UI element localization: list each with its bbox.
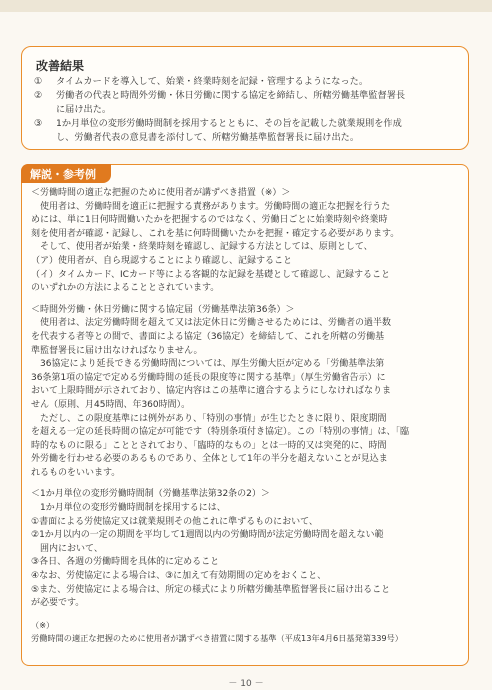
result-item-number: ② xyxy=(34,90,43,101)
section-line: 使用者は、労働時間を適正に把握する責務があります。労働時間の適正な把握を行うた xyxy=(31,201,391,212)
section-line: （イ）タイムカード、ICカード等による客観的な記録を基礎として確認し、記録すること xyxy=(31,269,390,280)
explanation-tab-label: 解説・参考例 xyxy=(30,168,96,181)
section-line: ④なお、労使協定による場合は、③に加えて有効期間の定めをおくこと、 xyxy=(31,571,327,582)
section-line: 使用者は、法定労働時間を超えて又は法定休日に労働させるためには、労働者の過半数 xyxy=(31,318,392,329)
explanation-body xyxy=(31,187,461,645)
section-gap xyxy=(31,296,461,304)
explanation-section xyxy=(31,488,461,610)
section-line: を代表する者等との間で、書面による協定（36協定）を締結して、これを所轄の労働基 xyxy=(31,331,385,342)
note-text: 労働時間の適正な把握のために使用者が講ずべき措置に関する基準（平成13年4月6日基発第339号） xyxy=(31,632,403,643)
section-line: 時的なものに限る」こととされており、「臨時的なもの」とは一時的又は突発的に、時間 xyxy=(31,440,387,451)
section-line: ⑤また、労使協定による場合は、所定の様式により所轄労働基準監督署長に届け出ること xyxy=(31,584,391,595)
explanation-section xyxy=(31,187,461,296)
section-line: 準監督署長に届け出なければなりません。 xyxy=(31,345,203,356)
result-item-line: 労働者の代表と時間外労働・休日労働に関する協定を締結し、所轄労働基準監督署長 xyxy=(56,90,406,101)
section-gap xyxy=(31,480,461,488)
section-line: 1か月単位の変形労働時間制を採用するには、 xyxy=(31,503,226,514)
section-line: 36協定により延長できる労働時間については、厚生労働大臣が定める「労働基準法第 xyxy=(31,359,385,370)
section-gap xyxy=(31,611,461,619)
result-item-line: に届け出た。 xyxy=(56,104,112,115)
section-line: （ア）使用者が、自ら現認することにより確認し、記録すること xyxy=(31,255,293,266)
result-item xyxy=(34,89,460,117)
improvement-result-box xyxy=(21,46,469,150)
section-line: そして、使用者が始業・終業時刻を確認し、記録する方法としては、原則として、 xyxy=(31,242,373,253)
top-band xyxy=(0,0,492,12)
result-item-line: し、労働者代表の意見書を添付して、所轄労働基準監督署長に届け出た。 xyxy=(56,132,360,143)
result-item xyxy=(34,117,460,145)
explanation-tab xyxy=(21,164,111,183)
section-line: 囲内において、 xyxy=(31,543,103,554)
section-line: ②1か月以内の一定の期間を平均して1週間以内の労働時間が法定労働時間を超えない範 xyxy=(31,530,384,541)
result-item-number: ① xyxy=(34,76,43,87)
section-line: 刻を使用者が確認・記録し、これを基に何時間働いたかを把握・確定する必要があります。 xyxy=(31,228,400,239)
explanation-section xyxy=(31,304,461,481)
result-item-line: 1か月単位の変形労働時間制を採用するとともに、その旨を記載した就業規則を作成 xyxy=(56,118,402,129)
section-line: れるものをいいます。 xyxy=(31,467,121,478)
explanation-box xyxy=(21,164,469,666)
result-list xyxy=(34,75,460,145)
section-line: 外労働を行わせる必要のあるものであり、全体として1年の半分を超えないことが見込ま xyxy=(31,454,388,465)
section-line: めには、単に1日何時間働いたかを把握するのではなく、労働日ごとに始業時刻や終業時 xyxy=(31,215,388,226)
note-mark: （※） xyxy=(31,619,55,630)
result-title: 改善結果 xyxy=(36,59,85,73)
result-item-number: ③ xyxy=(34,118,43,129)
result-item-line: タイムカードを導入して、始業・終業時刻を記録・管理するようになった。 xyxy=(56,76,369,87)
section-line: のいずれかの方法によることとされています。 xyxy=(31,283,220,294)
section-line: おいて上限時間が示されており、協定内容はこの基準に適合するようにしなければなりま xyxy=(31,386,392,397)
section-heading: ＜1か月単位の変形労働時間制（労働基準法第32条の2）＞ xyxy=(31,489,270,500)
page-number: － 10 － xyxy=(228,679,264,689)
section-line: ①書面による労使協定又は就業規則その他これに準ずるものにおいて、 xyxy=(31,516,318,527)
section-line: が必要です。 xyxy=(31,598,85,609)
section-heading: ＜時間外労働・休日労働に関する協定届（労働基準法第36条）＞ xyxy=(31,304,295,315)
section-line: 36条第1項の協定で定める労働時間の延長の限度等に関する基準」（厚生労働省告示）に xyxy=(31,372,386,383)
section-line: ③各日、各週の労働時間を具体的に定めること xyxy=(31,557,220,568)
section-line: を超える一定の延長時間の協定が可能です（特別条項付き協定）。この「特別の事情」は、「臨 xyxy=(31,427,410,438)
section-line: ただし、この限度基準には例外があり、「特別の事情」が生じたときに限り、限度期間 xyxy=(31,413,387,424)
result-item xyxy=(34,75,460,89)
section-heading: ＜労働時間の適正な把握のために使用者が講ずべき措置（※）＞ xyxy=(31,188,291,198)
section-line: せん（原則、月45時間、年360時間）。 xyxy=(31,399,191,410)
